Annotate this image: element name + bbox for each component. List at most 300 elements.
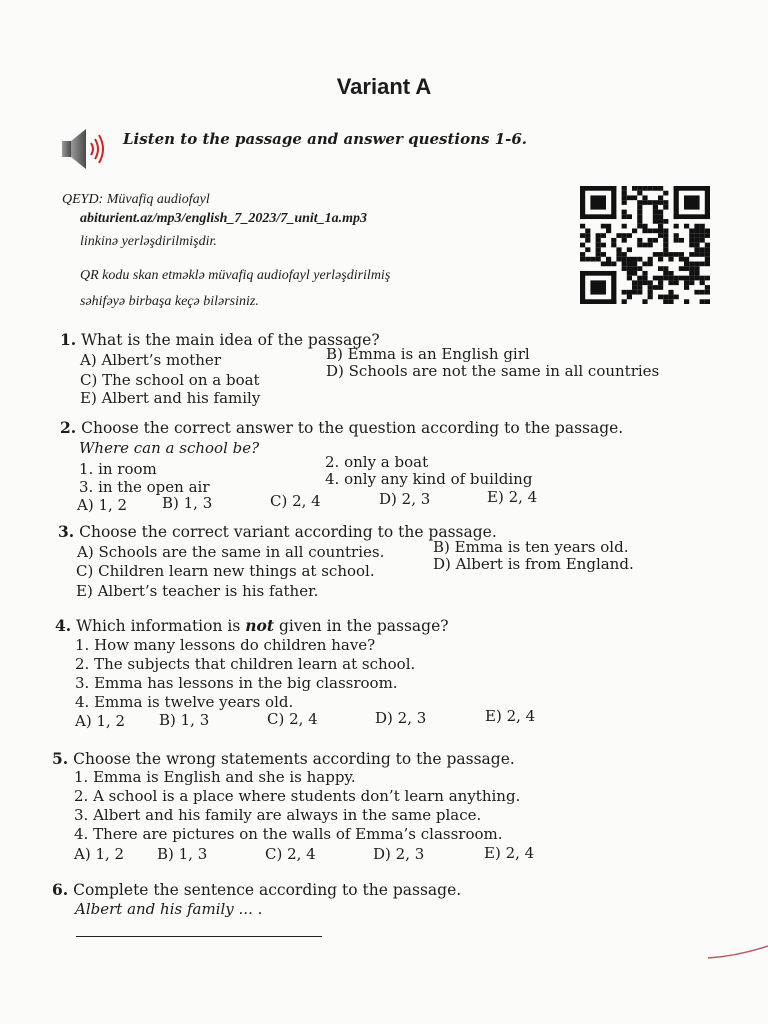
qr-module bbox=[596, 257, 601, 262]
qr-module bbox=[674, 186, 710, 191]
question-text-start: Which information is bbox=[76, 617, 241, 635]
qr-module bbox=[653, 252, 658, 257]
q3-option-c: C) Children learn new things at school. bbox=[76, 562, 375, 580]
q2-option-b: B) 1, 3 bbox=[162, 494, 213, 512]
listening-instruction: Listen to the passage and answer questions 1-6. bbox=[123, 130, 528, 148]
qr-module bbox=[648, 200, 653, 205]
q5-option-d: D) 2, 3 bbox=[373, 845, 425, 863]
qr-module bbox=[637, 276, 642, 281]
qr-module bbox=[658, 280, 663, 285]
qr-module bbox=[627, 290, 632, 295]
q4-option-b: B) 1, 3 bbox=[159, 711, 210, 729]
q1-option-b: B) Emma is an English girl bbox=[326, 345, 530, 363]
qr-module bbox=[689, 276, 694, 281]
note-qr-line1: QR kodu skan etməklə müvafiq audiofayl yerləşdirilmiş bbox=[80, 268, 391, 283]
qr-module bbox=[596, 238, 601, 243]
qr-module bbox=[637, 290, 642, 295]
qr-module bbox=[601, 252, 606, 257]
q2-statement-3: 3. in the open air bbox=[79, 478, 210, 496]
qr-module bbox=[616, 247, 621, 252]
qr-module bbox=[616, 252, 621, 257]
qr-module bbox=[585, 257, 590, 262]
qr-module bbox=[580, 186, 585, 219]
qr-module bbox=[700, 280, 705, 285]
question-text: Complete the sentence according to the passage. bbox=[73, 881, 462, 899]
q5-statement-1: 1. Emma is English and she is happy. bbox=[74, 768, 356, 786]
qr-module bbox=[689, 233, 694, 238]
qr-module bbox=[694, 247, 699, 252]
qr-module bbox=[648, 228, 653, 233]
qr-module bbox=[590, 195, 606, 209]
qr-module bbox=[596, 247, 601, 252]
page-title: Variant A bbox=[336, 74, 432, 99]
qr-module bbox=[622, 210, 627, 215]
qr-module bbox=[601, 233, 606, 238]
q5-statement-3: 3. Albert and his family are always in the same place. bbox=[74, 806, 482, 824]
question-6 bbox=[52, 880, 461, 899]
qr-module bbox=[705, 290, 710, 295]
qr-module bbox=[601, 243, 606, 248]
qr-module bbox=[642, 276, 647, 281]
qr-module bbox=[668, 290, 673, 295]
qr-module bbox=[632, 271, 637, 276]
q4-option-c: C) 2, 4 bbox=[267, 710, 318, 728]
q5-statement-4: 4. There are pictures on the walls of Emma’s classroom. bbox=[74, 825, 503, 843]
q4-statement-2: 2. The subjects that children learn at school. bbox=[75, 655, 416, 673]
qr-module bbox=[611, 243, 616, 248]
q4-option-e: E) 2, 4 bbox=[485, 707, 536, 725]
qr-module bbox=[642, 280, 647, 285]
qr-module bbox=[611, 238, 616, 243]
qr-module bbox=[668, 257, 673, 262]
qr-module bbox=[622, 299, 627, 304]
qr-module bbox=[705, 285, 710, 290]
qr-module bbox=[689, 243, 694, 248]
qr-module bbox=[653, 238, 658, 243]
qr-module bbox=[674, 186, 679, 219]
question-emphasis: not bbox=[245, 616, 275, 635]
qr-module bbox=[705, 233, 710, 238]
qr-module bbox=[642, 200, 647, 205]
question-number: 4. bbox=[55, 616, 72, 635]
qr-module bbox=[622, 186, 627, 191]
qr-module bbox=[694, 224, 699, 229]
question-text: What is the main idea of the passage? bbox=[81, 331, 380, 349]
qr-module bbox=[668, 276, 673, 281]
q4-statement-4: 4. Emma is twelve years old. bbox=[75, 693, 294, 711]
qr-module bbox=[648, 262, 653, 267]
qr-module bbox=[658, 200, 663, 205]
qr-module bbox=[580, 271, 585, 304]
q1-option-d: D) Schools are not the same in all countries bbox=[326, 362, 660, 380]
answer-line[interactable] bbox=[76, 936, 322, 937]
qr-module bbox=[694, 262, 699, 267]
qr-module bbox=[658, 233, 663, 238]
q5-option-a: A) 1, 2 bbox=[74, 845, 125, 863]
qr-module bbox=[658, 219, 663, 224]
qr-module bbox=[627, 266, 632, 271]
qr-module bbox=[648, 285, 653, 290]
note-link-suffix: linkinə yerləşdirilmişdir. bbox=[80, 234, 217, 249]
question-number: 2. bbox=[60, 418, 77, 437]
qr-module bbox=[679, 252, 684, 257]
qr-module bbox=[622, 200, 627, 205]
qr-module bbox=[622, 252, 627, 257]
qr-module bbox=[694, 252, 699, 257]
qr-module bbox=[590, 280, 606, 294]
qr-module bbox=[694, 228, 699, 233]
qr-module bbox=[658, 295, 663, 300]
qr-module bbox=[611, 186, 616, 219]
qr-module bbox=[663, 219, 668, 224]
qr-module bbox=[684, 224, 689, 229]
qr-module bbox=[658, 266, 663, 271]
qr-module bbox=[642, 262, 647, 267]
qr-module bbox=[653, 219, 658, 224]
qr-module bbox=[689, 280, 694, 285]
qr-module bbox=[653, 228, 658, 233]
qr-module bbox=[684, 262, 689, 267]
qr-module bbox=[663, 243, 668, 248]
qr-module bbox=[689, 262, 694, 267]
qr-module bbox=[700, 290, 705, 295]
q2-statement-1: 1. in room bbox=[79, 460, 157, 478]
qr-module bbox=[642, 271, 647, 276]
qr-module bbox=[632, 186, 637, 191]
qr-module bbox=[642, 228, 647, 233]
qr-module bbox=[632, 262, 637, 267]
qr-module bbox=[580, 299, 616, 304]
qr-module bbox=[679, 257, 684, 262]
qr-module bbox=[622, 290, 627, 295]
qr-module bbox=[694, 238, 699, 243]
q3-option-b: B) Emma is ten years old. bbox=[433, 538, 629, 556]
qr-module bbox=[668, 271, 673, 276]
qr-module bbox=[663, 200, 668, 205]
qr-module bbox=[674, 224, 679, 229]
qr-module bbox=[663, 205, 668, 210]
qr-module bbox=[637, 266, 642, 271]
qr-module bbox=[684, 195, 700, 209]
q1-option-e: E) Albert and his family bbox=[80, 389, 261, 407]
qr-module bbox=[627, 257, 632, 262]
page-corner-mark bbox=[708, 940, 768, 960]
qr-module bbox=[705, 299, 710, 304]
qr-module bbox=[668, 280, 673, 285]
q3-option-d: D) Albert is from England. bbox=[433, 555, 634, 573]
qr-module bbox=[653, 210, 658, 215]
question-number: 5. bbox=[52, 749, 69, 768]
qr-module bbox=[637, 186, 642, 191]
qr-module bbox=[648, 295, 653, 300]
question-5 bbox=[52, 749, 515, 768]
qr-module bbox=[689, 266, 694, 271]
qr-module bbox=[642, 243, 647, 248]
qr-module bbox=[606, 228, 611, 233]
q2-option-c: C) 2, 4 bbox=[270, 492, 321, 510]
qr-module bbox=[622, 238, 627, 243]
qr-module bbox=[694, 290, 699, 295]
qr-module bbox=[705, 228, 710, 233]
qr-module bbox=[684, 276, 689, 281]
qr-module bbox=[653, 214, 658, 219]
qr-module bbox=[679, 266, 684, 271]
qr-module bbox=[642, 299, 647, 304]
qr-module bbox=[580, 257, 585, 262]
qr-module bbox=[637, 214, 642, 219]
qr-module bbox=[580, 214, 616, 219]
qr-module bbox=[694, 276, 699, 281]
qr-module bbox=[689, 271, 694, 276]
qr-module bbox=[653, 205, 658, 210]
qr-module bbox=[679, 238, 684, 243]
qr-module bbox=[611, 262, 616, 267]
qr-module bbox=[689, 252, 694, 257]
qr-module bbox=[705, 257, 710, 262]
qr-module bbox=[632, 257, 637, 262]
qr-module bbox=[632, 228, 637, 233]
qr-module bbox=[663, 276, 668, 281]
qr-module bbox=[596, 243, 601, 248]
question-text: Choose the wrong statements according to the passage. bbox=[73, 750, 515, 768]
qr-module bbox=[637, 210, 642, 215]
qr-module bbox=[674, 233, 679, 238]
qr-module bbox=[648, 257, 653, 262]
qr-module bbox=[658, 257, 663, 262]
qr-module bbox=[658, 214, 663, 219]
note-qr-line2: səhifəyə birbaşa keçə bilərsiniz. bbox=[80, 294, 259, 309]
qr-module bbox=[674, 276, 679, 281]
qr-module bbox=[601, 224, 606, 229]
qr-module bbox=[674, 252, 679, 257]
qr-module bbox=[684, 299, 689, 304]
qr-module bbox=[580, 243, 585, 248]
qr-module bbox=[627, 195, 632, 200]
qr-module bbox=[627, 214, 632, 219]
qr-module bbox=[653, 186, 658, 191]
question-2 bbox=[60, 418, 623, 437]
qr-module bbox=[663, 299, 668, 304]
qr-module bbox=[632, 290, 637, 295]
qr-module bbox=[642, 186, 647, 191]
qr-module bbox=[627, 276, 632, 281]
qr-module bbox=[637, 238, 642, 243]
question-text: Choose the correct variant according to the passage. bbox=[79, 523, 497, 541]
qr-module bbox=[705, 252, 710, 257]
qr-module bbox=[663, 238, 668, 243]
qr-module bbox=[580, 233, 585, 238]
qr-module bbox=[648, 280, 653, 285]
qr-module bbox=[658, 195, 663, 200]
qr-module bbox=[700, 238, 705, 243]
qr-module bbox=[627, 247, 632, 252]
qr-module bbox=[637, 280, 642, 285]
q2-option-d: D) 2, 3 bbox=[379, 490, 431, 508]
qr-module bbox=[689, 228, 694, 233]
q4-statement-1: 1. How many lessons do children have? bbox=[75, 636, 376, 654]
qr-module bbox=[637, 191, 642, 196]
qr-module bbox=[648, 186, 653, 191]
qr-module bbox=[622, 214, 627, 219]
qr-module bbox=[606, 262, 611, 267]
qr-module bbox=[700, 262, 705, 267]
qr-module bbox=[596, 252, 601, 257]
qr-module bbox=[627, 295, 632, 300]
qr-module bbox=[653, 276, 658, 281]
qr-module bbox=[637, 243, 642, 248]
qr-module bbox=[622, 191, 627, 196]
qr-module bbox=[616, 233, 621, 238]
qr-module bbox=[700, 233, 705, 238]
qr-code[interactable] bbox=[580, 186, 710, 304]
qr-module bbox=[684, 257, 689, 262]
question-3 bbox=[58, 522, 497, 541]
qr-module bbox=[642, 195, 647, 200]
q4-option-a: A) 1, 2 bbox=[75, 712, 126, 730]
qr-module bbox=[648, 238, 653, 243]
qr-module bbox=[637, 224, 642, 229]
qr-module bbox=[622, 266, 627, 271]
qr-module bbox=[627, 262, 632, 267]
qr-module bbox=[653, 200, 658, 205]
qr-module bbox=[627, 271, 632, 276]
qr-module bbox=[627, 233, 632, 238]
qr-module bbox=[585, 228, 590, 233]
q4-option-d: D) 2, 3 bbox=[375, 709, 427, 727]
qr-module bbox=[580, 271, 616, 276]
q1-option-c: C) The school on a boat bbox=[80, 371, 260, 389]
qr-module bbox=[694, 233, 699, 238]
qr-module bbox=[622, 195, 627, 200]
qr-module bbox=[642, 224, 647, 229]
qr-module bbox=[637, 285, 642, 290]
qr-module bbox=[648, 290, 653, 295]
qr-module bbox=[663, 295, 668, 300]
qr-module bbox=[694, 266, 699, 271]
qr-module bbox=[705, 243, 710, 248]
qr-module bbox=[632, 195, 637, 200]
question-4 bbox=[55, 616, 449, 635]
qr-module bbox=[684, 280, 689, 285]
qr-module bbox=[585, 247, 590, 252]
qr-module bbox=[653, 285, 658, 290]
qr-module bbox=[658, 252, 663, 257]
qr-module bbox=[580, 224, 585, 229]
qr-module bbox=[663, 228, 668, 233]
qr-module bbox=[700, 299, 705, 304]
q5-option-c: C) 2, 4 bbox=[265, 845, 316, 863]
qr-module bbox=[601, 262, 606, 267]
qr-module bbox=[622, 224, 627, 229]
qr-module bbox=[663, 266, 668, 271]
qr-module bbox=[679, 276, 684, 281]
qr-module bbox=[700, 276, 705, 281]
qr-module bbox=[700, 224, 705, 229]
qr-module bbox=[700, 252, 705, 257]
q2-subquestion: Where can a school be? bbox=[79, 439, 260, 457]
qr-module bbox=[637, 219, 642, 224]
qr-module bbox=[663, 247, 668, 252]
q4-statement-3: 3. Emma has lessons in the big classroom. bbox=[75, 674, 398, 692]
q5-option-e: E) 2, 4 bbox=[484, 844, 535, 862]
qr-module bbox=[705, 276, 710, 281]
qr-module bbox=[596, 233, 601, 238]
qr-module bbox=[705, 247, 710, 252]
qr-module bbox=[689, 238, 694, 243]
q2-option-e: E) 2, 4 bbox=[487, 488, 538, 506]
question-number: 3. bbox=[58, 522, 75, 541]
qr-module bbox=[663, 233, 668, 238]
qr-module bbox=[694, 271, 699, 276]
qr-module bbox=[585, 238, 590, 243]
qr-module bbox=[705, 262, 710, 267]
qr-module bbox=[674, 238, 679, 243]
qr-module bbox=[674, 295, 679, 300]
q2-statement-4: 4. only any kind of building bbox=[325, 470, 533, 488]
q6-sentence-stem: Albert and his family ... . bbox=[75, 900, 263, 918]
qr-module bbox=[694, 243, 699, 248]
qr-module bbox=[705, 186, 710, 219]
qr-module bbox=[658, 228, 663, 233]
qr-module bbox=[637, 257, 642, 262]
qr-module bbox=[637, 200, 642, 205]
qr-module bbox=[663, 271, 668, 276]
qr-module bbox=[585, 233, 590, 238]
q2-statement-2: 2. only a boat bbox=[325, 453, 429, 471]
qr-module bbox=[663, 252, 668, 257]
q3-option-a: A) Schools are the same in all countries. bbox=[77, 543, 385, 561]
qr-module bbox=[684, 285, 689, 290]
qr-module bbox=[658, 224, 663, 229]
q2-option-a: A) 1, 2 bbox=[77, 496, 128, 514]
qr-module bbox=[700, 247, 705, 252]
qr-module bbox=[700, 228, 705, 233]
q5-statement-2: 2. A school is a place where students don’t learn anything. bbox=[74, 787, 521, 805]
qr-module bbox=[616, 257, 621, 262]
qr-module bbox=[684, 266, 689, 271]
qr-module bbox=[611, 271, 616, 304]
qr-module bbox=[658, 186, 663, 191]
qr-module bbox=[606, 224, 611, 229]
qr-module bbox=[658, 276, 663, 281]
question-text-end: given in the passage? bbox=[278, 617, 449, 635]
q3-option-e: E) Albert’s teacher is his father. bbox=[76, 582, 319, 600]
qr-module bbox=[663, 191, 668, 196]
audio-link[interactable]: abiturient.az/mp3/english_7_2023/7_unit_1a.mp3 bbox=[80, 211, 368, 226]
qr-module bbox=[668, 299, 673, 304]
qr-module bbox=[632, 280, 637, 285]
qr-module bbox=[632, 266, 637, 271]
question-number: 6. bbox=[52, 880, 69, 899]
qr-module bbox=[606, 257, 611, 262]
question-number: 1. bbox=[60, 330, 77, 349]
qr-module bbox=[580, 252, 585, 257]
qr-module bbox=[674, 280, 679, 285]
q5-option-b: B) 1, 3 bbox=[157, 845, 208, 863]
qr-module bbox=[622, 257, 627, 262]
q1-option-a: A) Albert’s mother bbox=[80, 351, 221, 369]
qr-module bbox=[648, 243, 653, 248]
qr-module bbox=[668, 295, 673, 300]
qr-module bbox=[590, 257, 595, 262]
qr-module bbox=[658, 285, 663, 290]
qr-module bbox=[622, 262, 627, 267]
qr-module bbox=[580, 186, 616, 191]
qr-module bbox=[668, 252, 673, 257]
speaker-icon bbox=[60, 124, 110, 174]
qr-module bbox=[632, 285, 637, 290]
qr-module bbox=[658, 210, 663, 215]
